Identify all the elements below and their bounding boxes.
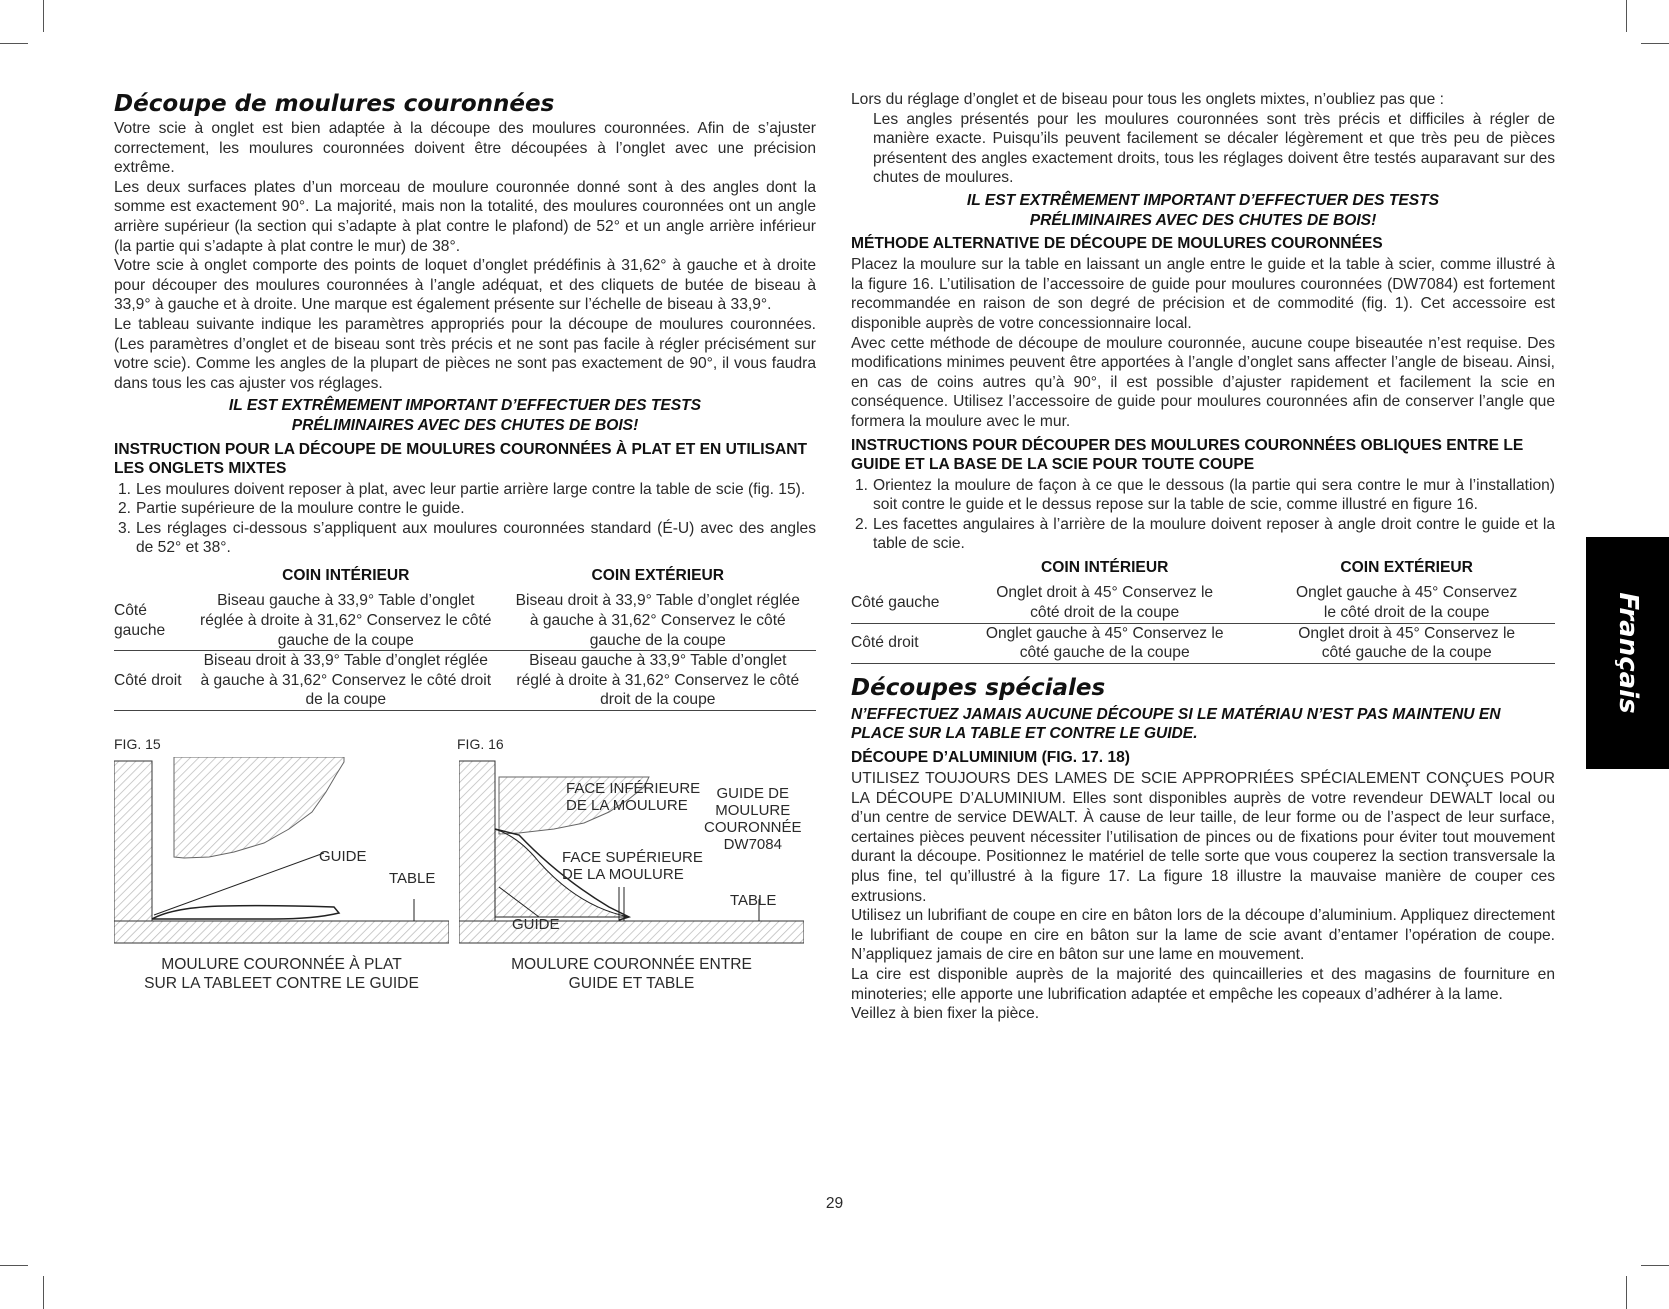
settings-table [851,554,1555,664]
table-header: COIN INTÉRIEUR [1040,558,1169,576]
table-row [114,591,816,650]
list-item: 3. Les réglages ci-dessous s’appliquent aux moulures couronnées standard (É-U) avec des angles de 52° et 38°. [118,519,816,557]
crop-mark [43,0,44,32]
warning [851,191,1555,230]
fig-16-guide-accessory-label: GUIDE DE MOULURE COURONNÉE DW7084 [704,785,802,854]
subheading: INSTRUCTIONS POUR DÉCOUPER DES MOULURES COURONNÉES OBLIQUES ENTRE LE GUIDE ET LA BASE DE LA SCIE POUR TOUTE COUPE [851,436,1524,473]
paragraph: Votre scie à onglet est bien adaptée à la découpe des moulures couronnées. Afin de s’ajuster correctement, les moulures couronnées doivent être découpées à l’onglet avec une précision extrême. [114,120,816,177]
row-label: Côté gauche [851,583,951,623]
fig-15-guide-label: GUIDE [319,848,367,866]
table-header: COIN EXTÉRIEUR [1340,558,1473,576]
left-column [114,90,816,1025]
crop-mark [0,43,28,44]
list-item: 2. Partie supérieure de la moulure contre le guide. [118,500,465,518]
section-heading: Découpe de moulures couronnées [114,91,555,117]
language-tab-label: Français [1612,592,1643,714]
warning-line: IL EST EXTRÊMEMENT IMPORTANT D’EFFECTUER DES TESTS [966,191,1440,209]
list-item: 1. Orientez la moulure de façon à ce que le dessous (la partie qui sera contre le mur à l’installation) soit contre le guide et le dessus repose sur la table de scie, comme illustré en figure 16. [855,476,1555,514]
paragraph: Avec cette méthode de découpe de moulure couronnée, aucune coupe biseautée n’est requise. Des modifications minimes peuvent être apportées à l’angle d’onglet sans affecter l’angle de biseau. Ainsi, en cas de coins autres qu’à 90°, il est possible d’ajuster rapidement et facilement la scie en conséquence. Utilisez l’accessoire de guide pour moulures couronnées afin de conserver l’angle que formera la moulure avec le mur. [851,334,1555,430]
paragraph: Veillez à bien fixer la pièce. [851,1005,1040,1023]
paragraph: Les angles présentés pour les moulures couronnées sont très précis et difficiles à régler de manière exacte. Puisqu’ils peuvent facilement se décaler légèrement et que très peu de pièces présentent des angles exactement droits, tous les réglages doivent être testés auparavant sur des chutes de moulures. [873,110,1555,187]
paragraph: Le tableau suivante indique les paramètres appropriés pour la découpe de moulures couronnées. (Les paramètres d’onglet et de biseau sont très précis et ne sont pas facile à régler précisément sur votre scie). Comme les angles de la plupart de pièces ne sont pas exactement de 90°, il vous faudra dans tous les cas ajuster vos réglages. [114,315,816,392]
row-label: Côté droit [851,623,951,663]
paragraph: Les deux surfaces plates d’un morceau de moulure couronnée donné sont à des angles dont la somme est exactement 90°. La majorité, mais non la totalité, des moulures couronnées ont un angle arrière supérieur (la section qui s’adapte à plat contre le plafond) de 52° et un angle arrière inférieur (la partie qui s’adapte à plat contre le mur) de 38°. [114,178,816,255]
table-header: COIN INTÉRIEUR [282,566,410,584]
fig-16-caption: MOULURE COURONNÉE ENTRE GUIDE ET TABLE [511,956,752,993]
row-label: Côté droit [114,651,192,711]
warning-line: IL EST EXTRÊMEMENT IMPORTANT D’EFFECTUER DES TESTS [228,397,702,415]
steps-list [114,480,816,558]
table-row [114,651,816,711]
crop-mark [1641,1265,1669,1266]
right-column [851,90,1555,1024]
subheading: INSTRUCTION POUR LA DÉCOUPE DE MOULURES COURONNÉES À PLAT ET EN UTILISANT LES ONGLETS MIXTES [114,440,808,477]
crop-mark [1626,1276,1627,1309]
settings-table [114,562,816,711]
paragraph: UTILISEZ TOUJOURS DES LAMES DE SCIE APPROPRIÉES SPÉCIALEMENT CONÇUES POUR LA DÉCOUPE D’ALUMINIUM. Elles sont disponibles auprès de votre revendeur DEWALT local ou d’un centre de service DEWALT. À cause de leur taille, de leur forme ou de l’aspect de leur surface, certaines pièces peuvent nécessiter l’utilisation de pinces ou de fixations pour éviter tout mouvement durant la découpe. Positionnez le matériel de telle sorte que vous couperez la section transversale la plus fine, tel qu’illustré à la figure 17. La figure 18 illustre la mauvaise manière de couper ces extrusions. [851,770,1555,905]
list-item: 2. Les facettes angulaires à l’arrière de la moulure doivent reposer à angle droit contre le guide et la table de scie. [855,515,1555,553]
table-cell: Onglet gauche à 45° Conservez le côté gauche de la coupe [951,623,1258,663]
row-label: Côté gauche [114,591,192,650]
table-row [851,623,1555,663]
table-row [851,583,1555,623]
table-cell: Onglet droit à 45° Conservez le côté droit de la coupe [951,583,1258,623]
fig-16-face-sup-label: FACE SUPÉRIEURE DE LA MOULURE [562,849,703,884]
subheading: MÉTHODE ALTERNATIVE DE DÉCOUPE DE MOULURES COURONNÉES [851,235,1383,253]
figures [114,735,816,1025]
fig-16-table-label: TABLE [730,892,777,910]
fig-15-table-label: TABLE [389,870,436,888]
table-cell: Onglet droit à 45° Conservez le côté gauche de la coupe [1258,623,1555,663]
fig-16-label: FIG. 16 [457,736,504,753]
warning-line: PRÉLIMINAIRES AVEC DES CHUTES DE BOIS! [1029,211,1377,229]
warning-line: PRÉLIMINAIRES AVEC DES CHUTES DE BOIS! [291,416,639,434]
fig-16-guide-label: GUIDE [512,916,560,934]
fig-16-face-inf-label: FACE INFÉRIEURE DE LA MOULURE [566,780,701,815]
section-heading: Découpes spéciales [851,674,1106,701]
fig-15-caption: MOULURE COURONNÉE À PLAT SUR LA TABLEET CONTRE LE GUIDE [144,956,419,993]
paragraph: Utilisez un lubrifiant de coupe en cire en bâton lors de la découpe d’aluminium. Appliquez directement le lubrifiant de coupe en cire en bâton sur la lame de scie avant d’entamer l’opération de coupe. N’appliquez jamais de cire en bâton sur une lame en mouvement. [851,907,1555,964]
fig-15-illustration [114,757,449,945]
subheading: DÉCOUPE D’ALUMINIUM (FIG. 17. 18) [851,749,1130,767]
table-header: COIN EXTÉRIEUR [591,566,725,584]
paragraph: Placez la moulure sur la table en laissant un angle entre le guide et la table à scier, comme illustré à la figure 16. L’utilisation de l’accessoire de guide pour moulures couronnées (DW7084) est fortement recommandée en raison de son degré de précision et de commodité (fig. 1). Cet accessoire est disponible auprès de votre concessionnaire local. [851,256,1555,332]
paragraph: Votre scie à onglet comporte des points de loquet d’onglet prédéfinis à 31,62° à gauche et à droite pour découper des moulures couronnées à l’angle adéquat, et des cliquets de butée de biseau à 33,9° à gauche et à droite. Une marque est également présente sur l’échelle de biseau à 33,9°. [114,257,816,314]
page-number: 29 [825,1195,844,1212]
paragraph: La cire est disponible auprès de la majorité des quincailleries et des magasins de fourniture en minoteries; elle apporte une lubrification adaptée et empêche les copeaux d’adhérer à la lame. [851,965,1555,1003]
crop-mark [0,1265,28,1266]
warning: N’EFFECTUEZ JAMAIS AUCUNE DÉCOUPE SI LE MATÉRIAU N’EST PAS MAINTENU EN PLACE SUR LA TABLE ET CONTRE LE GUIDE. [851,705,1501,743]
table-cell: Biseau droit à 33,9° Table d’onglet réglée à gauche à 31,62° Conservez le côté gauche de la coupe [500,591,816,650]
table-cell: Biseau gauche à 33,9° Table d’onglet réglé à droite à 31,62° Conservez le côté droit de la coupe [500,651,816,711]
crop-mark [43,1276,44,1309]
crop-mark [1626,0,1627,32]
fig-15-label: FIG. 15 [114,736,161,753]
table-cell: Biseau droit à 33,9° Table d’onglet réglée à gauche à 31,62° Conservez le côté droit de la coupe [192,651,500,711]
paragraph: Lors du réglage d’onglet et de biseau pour tous les onglets mixtes, n’oubliez pas que : [851,91,1444,108]
steps-list [851,476,1555,554]
crop-mark [1641,43,1669,44]
list-item: 1. Les moulures doivent reposer à plat, avec leur partie arrière large contre la table de scie (fig. 15). [118,480,806,498]
warning [114,396,816,435]
table-cell: Onglet gauche à 45° Conservez le côté droit de la coupe [1258,583,1555,623]
table-cell: Biseau gauche à 33,9° Table d’onglet réglée à droite à 31,62° Conservez le côté gauche de la coupe [192,591,500,650]
language-tab [1586,537,1669,769]
